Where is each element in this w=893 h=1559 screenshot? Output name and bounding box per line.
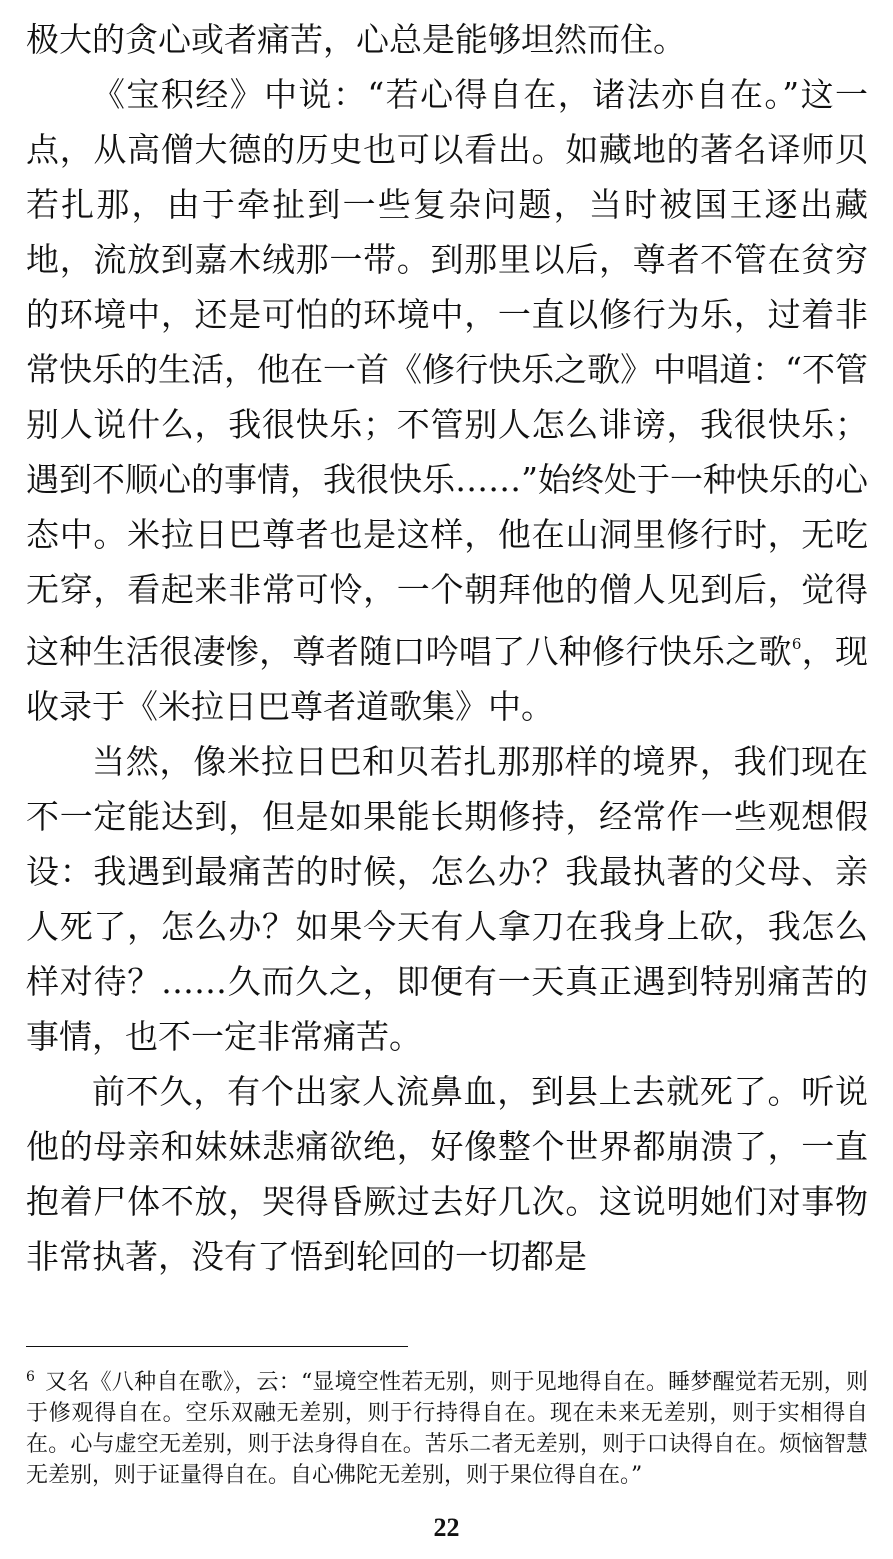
footnote-marker: 6 <box>26 1369 35 1385</box>
page-number: 22 <box>433 1513 460 1542</box>
footnote <box>26 1362 868 1491</box>
footnote-text: 又名《八种自在歌》，云：“显境空性若无别，则于见地得自在。睡梦醒觉若无别，则于修观得自在。空乐双融无差别，则于行持得自在。现在未来无差别，则于实相得自在。心与虚空无差别，则于法身得自在。苦乐二者无差别，则于口诀得自在。烦恼智慧无差别，则于证量得自在。自心佛陀无差别，则于果位得自在。” <box>26 1370 868 1488</box>
footnote-reference[interactable]: 6 <box>791 635 802 653</box>
paragraph-2-tail: ，现收录于《米拉日巴尊者道歌集》中。 <box>26 632 869 726</box>
body-text <box>26 12 868 1284</box>
footnote-divider <box>26 1346 408 1347</box>
paragraph-1: 极大的贪心或者痛苦，心总是能够坦然而住。 <box>26 20 686 59</box>
paragraph-2-text: 《宝积经》中说：“若心得自在，诸法亦自在。”这一点，从高僧大德的历史也可以看出。如藏地的著名译师贝若扎那，由于牵扯到一些复杂问题，当时被国王逐出藏地，流放到嘉木绒那一带。到那里以后，尊者不管在贫穷的环境中，还是可怕的环境中，一直以修行为乐，过着非常快乐的生活，他在一首《修行快乐之歌》中唱道：“不管别人说什么，我很快乐；不管别人怎么诽谤，我很快乐；遇到不顺心的事情，我很快乐……”始终处于一种快乐的心态中。米拉日巴尊者也是这样，他在山洞里修行时，无吃无穿，看起来非常可怜，一个朝拜他的僧人见到后，觉得这种生活很凄惨，尊者随口吟唱了八种修行快乐之歌 <box>26 75 868 671</box>
paragraph-3: 当然，像米拉日巴和贝若扎那那样的境界，我们现在不一定能达到，但是如果能长期修持，经常作一些观想假设：我遇到最痛苦的时候，怎么办？我最执著的父母、亲人死了，怎么办？如果今天有人拿刀在我身上砍，我怎么样对待？……久而久之，即便有一天真正遇到特别痛苦的事情，也不一定非常痛苦。 <box>26 742 868 1056</box>
paragraph-4: 前不久，有个出家人流鼻血，到县上去就死了。听说他的母亲和妹妹悲痛欲绝，好像整个世界都崩溃了，一直抱着尸体不放，哭得昏厥过去好几次。这说明她们对事物非常执著，没有了悟到轮回的一切都是 <box>26 1072 868 1276</box>
paragraph-2 <box>26 67 868 734</box>
